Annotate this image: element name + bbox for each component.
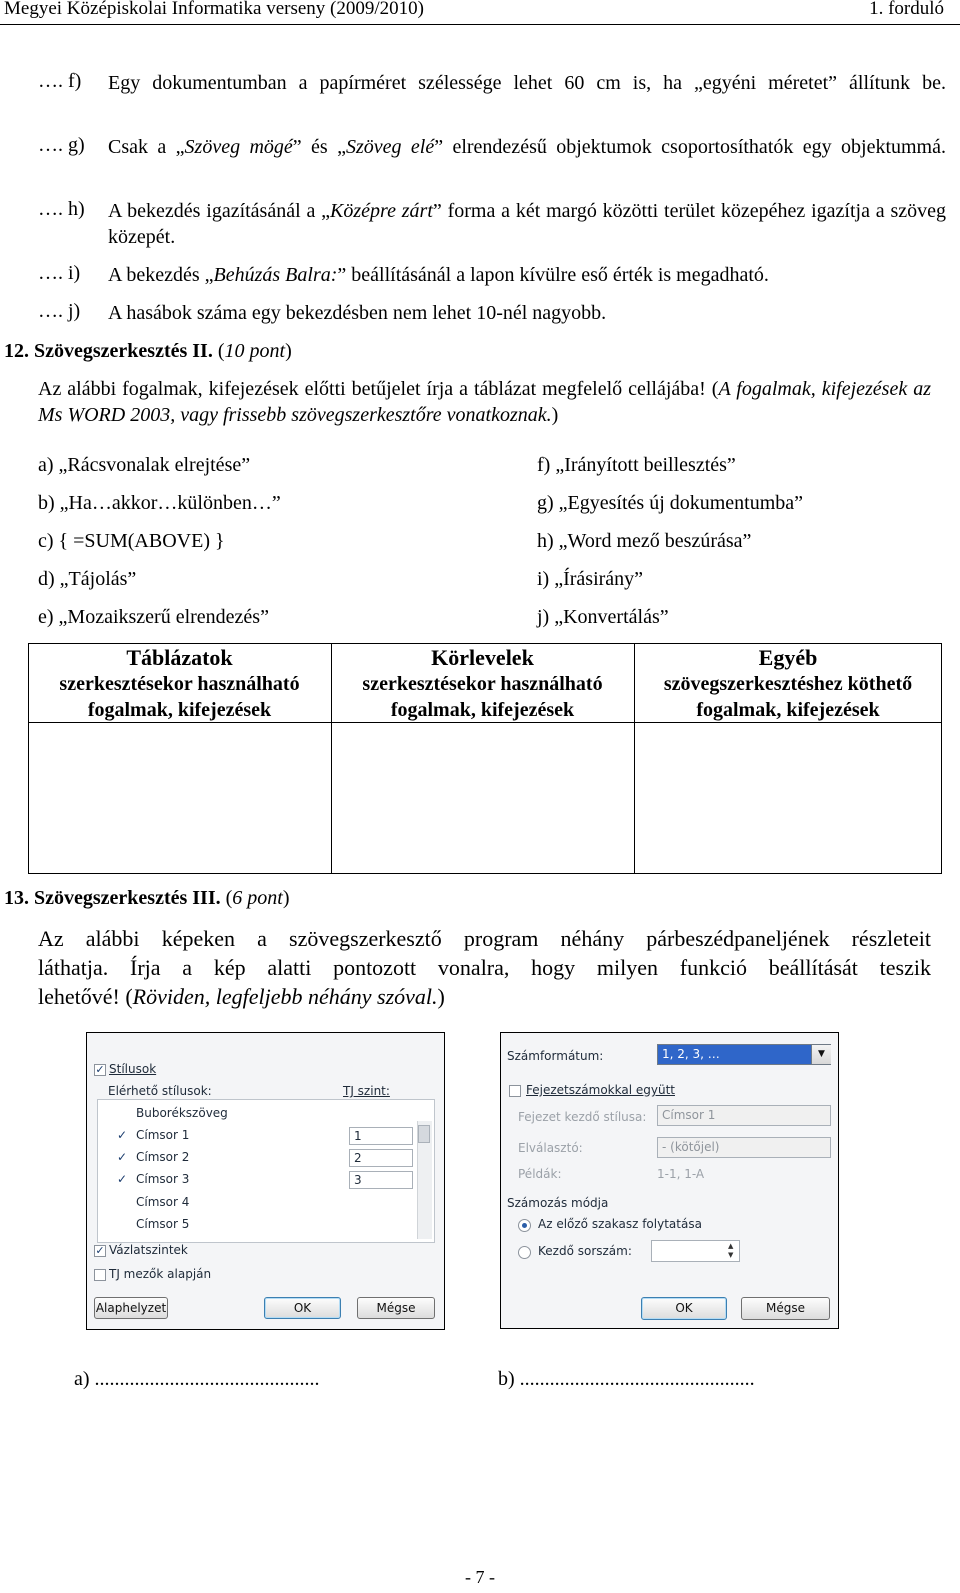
szamozas-modja-label: Számozás módja (507, 1196, 609, 1210)
chevron-down-icon[interactable]: ▼ (811, 1045, 831, 1064)
item-text-fragment: A bekezdés „ (108, 264, 214, 286)
kezdo-label: Kezdő sorszám: (538, 1244, 632, 1258)
item-label: …. j) (38, 300, 81, 322)
style-item[interactable]: Címsor 3 (136, 1172, 190, 1186)
fejezet-label: Fejezetszámokkal együtt (526, 1083, 675, 1097)
szamformatum-label: Számformátum: (507, 1049, 604, 1063)
item-text-fragment: ” forma a két margó közötti terület közepéhez igazítja a szöveg közepét. (108, 200, 947, 248)
item-text-fragment: ” elrendezésű objektumok csoportosíthatók egy objektummá. (434, 136, 946, 158)
item-label: …. f) (38, 70, 82, 92)
kezdo-input[interactable] (651, 1240, 740, 1262)
peldak-label: Példák: (518, 1167, 562, 1181)
term-g: g) „Egyesítés új dokumentumba” (537, 492, 804, 514)
ok-button[interactable]: OK (264, 1297, 341, 1319)
elozo-label: Az előző szakasz folytatása (538, 1217, 702, 1231)
style-item[interactable]: Buborékszöveg (136, 1106, 228, 1120)
item-text-fragment: A hasábok száma egy bekezdésben nem lehet 10-nél nagyobb. (108, 302, 607, 324)
style-item[interactable]: Címsor 1 (136, 1128, 190, 1142)
item-text (108, 134, 946, 160)
term-a: a) „Rácsvonalak elrejtése” (38, 454, 251, 476)
dialog-a-toc-options (86, 1032, 445, 1330)
stilusok-checkbox[interactable]: ✓ (95, 1063, 105, 1076)
answer-line-b[interactable]: b) ............................................... (498, 1368, 755, 1390)
style-item[interactable]: Címsor 2 (136, 1150, 190, 1164)
item-text (108, 198, 946, 250)
alaphelyzet-button[interactable]: Alaphelyzet (94, 1297, 168, 1319)
vazlat-label: Vázlatszintek (109, 1243, 188, 1257)
term-b: b) „Ha…akkor…különben…” (38, 492, 281, 514)
elozo-radio[interactable] (518, 1219, 531, 1232)
section-12-title: 12. Szövegszerkesztés II. (10 pont) (4, 340, 292, 362)
kezdo-radio[interactable] (518, 1246, 531, 1259)
item-text (108, 300, 946, 326)
term-h: h) „Word mező beszúrása” (537, 530, 752, 552)
dialog-b-page-number-format (500, 1032, 839, 1329)
tj-szint-label: TJ szint: (343, 1084, 390, 1098)
tj-mezok-label: TJ mezők alapján (109, 1267, 212, 1281)
section-12-intro: Az alábbi fogalmak, kifejezések előtti betűjelet írja a táblázat megfelelő cellájába! (A fogalmak, kifejezések az Ms WORD 2003, vagy frissebb szövegszerkesztőre vonatkoznak.) (38, 378, 931, 426)
check-icon: ✓ (117, 1172, 128, 1186)
table-header-other: Egyéb szövegszerkesztéshez köthető fogalmak, kifejezések (663, 645, 913, 721)
item-text (108, 70, 946, 96)
item-label: …. h) (38, 198, 85, 220)
page-number: - 7 - (465, 1567, 495, 1587)
section-13-line3: lehetővé! (Röviden, legfeljebb néhány szóval.) (38, 984, 445, 1009)
spinner-icon[interactable]: ▲ ▼ (728, 1242, 734, 1259)
peldak-value: 1-1, 1-A (657, 1167, 705, 1181)
item-label: …. i) (38, 262, 81, 284)
section-13-line2: láthatja. Írja a kép alatti pontozott vonalra, hogy milyen funkció beállítását teszik (38, 955, 931, 980)
answer-line-a[interactable]: a) ............................................. (74, 1368, 320, 1390)
item-text-fragment: ” beállításánál a lapon kívülre eső érték is megadható. (337, 264, 769, 286)
szamformatum-dropdown[interactable]: 1, 2, 3, … (657, 1044, 831, 1065)
cancel-button[interactable]: Mégse (357, 1297, 435, 1319)
item-text-fragment: Egy dokumentumban a papírméret szélessége lehet 60 cm is, ha „egyéni méretet” állítunk be. (108, 72, 946, 94)
item-text (108, 262, 946, 288)
elvalaszto-label: Elválasztó: (518, 1141, 583, 1155)
scrollbar-thumb[interactable] (418, 1125, 430, 1143)
item-text-fragment: Szöveg elé (345, 136, 435, 158)
check-icon: ✓ (117, 1150, 128, 1164)
item-text-fragment: Szöveg mögé (184, 136, 293, 158)
cancel-button[interactable]: Mégse (741, 1297, 830, 1320)
fejezet-kezdo-label: Fejezet kezdő stílusa: (518, 1110, 647, 1124)
item-text-fragment: Csak a „ (108, 136, 185, 158)
item-text-fragment: Középre zárt (330, 200, 433, 222)
term-d: d) „Tájolás” (38, 568, 137, 590)
elvalaszto-dropdown[interactable]: - (kötőjel) (657, 1137, 831, 1158)
answer-cell-tables[interactable] (30, 724, 329, 872)
section-13-line1: Az alábbi képeken a szövegszerkesztő program néhány párbeszédpaneljének részleteit (38, 926, 931, 951)
table-header-mailmerge: Körlevelek szerkesztésekor használható fogalmak, kifejezések (362, 645, 603, 721)
fejezet-checkbox[interactable] (509, 1085, 521, 1097)
section-13-title: 13. Szövegszerkesztés III. (6 pont) (4, 887, 290, 909)
term-c: c) { =SUM(ABOVE) } (38, 530, 225, 552)
term-e: e) „Mozaikszerű elrendezés” (38, 606, 269, 628)
table-header-tables: Táblázatok szerkesztésekor használható fogalmak, kifejezések (59, 645, 300, 721)
item-text-fragment: ” és „ (292, 136, 346, 158)
item-label: …. g) (38, 134, 85, 156)
header-rule (0, 24, 960, 25)
term-i: i) „Írásirány” (537, 568, 644, 590)
item-text-fragment: Behúzás Balra: (213, 264, 338, 286)
header-right: 1. forduló (869, 0, 944, 19)
answer-cell-mailmerge[interactable] (333, 724, 632, 872)
level-field-1[interactable]: 1 (349, 1127, 413, 1145)
style-item[interactable]: Címsor 4 (136, 1195, 190, 1209)
elerheto-label: Elérhető stílusok: (108, 1084, 212, 1098)
level-field-2[interactable]: 2 (349, 1149, 413, 1167)
header-left: Megyei Középiskolai Informatika verseny (2009/2010) (4, 0, 424, 19)
term-f: f) „Irányított beillesztés” (537, 454, 736, 476)
style-item[interactable]: Címsor 5 (136, 1217, 190, 1231)
tj-mezok-checkbox[interactable] (94, 1269, 106, 1281)
stilusok-label: Stílusok (109, 1062, 157, 1076)
ok-button[interactable]: OK (641, 1297, 727, 1320)
check-icon: ✓ (117, 1128, 128, 1142)
item-text-fragment: A bekezdés igazításánál a „ (108, 200, 331, 222)
fejezet-kezdo-dropdown[interactable]: Címsor 1 (657, 1105, 831, 1126)
level-field-3[interactable]: 3 (349, 1171, 413, 1189)
vazlat-checkbox[interactable]: ✓ (95, 1244, 105, 1257)
term-j: j) „Konvertálás” (537, 606, 669, 628)
answer-cell-other[interactable] (636, 724, 940, 872)
